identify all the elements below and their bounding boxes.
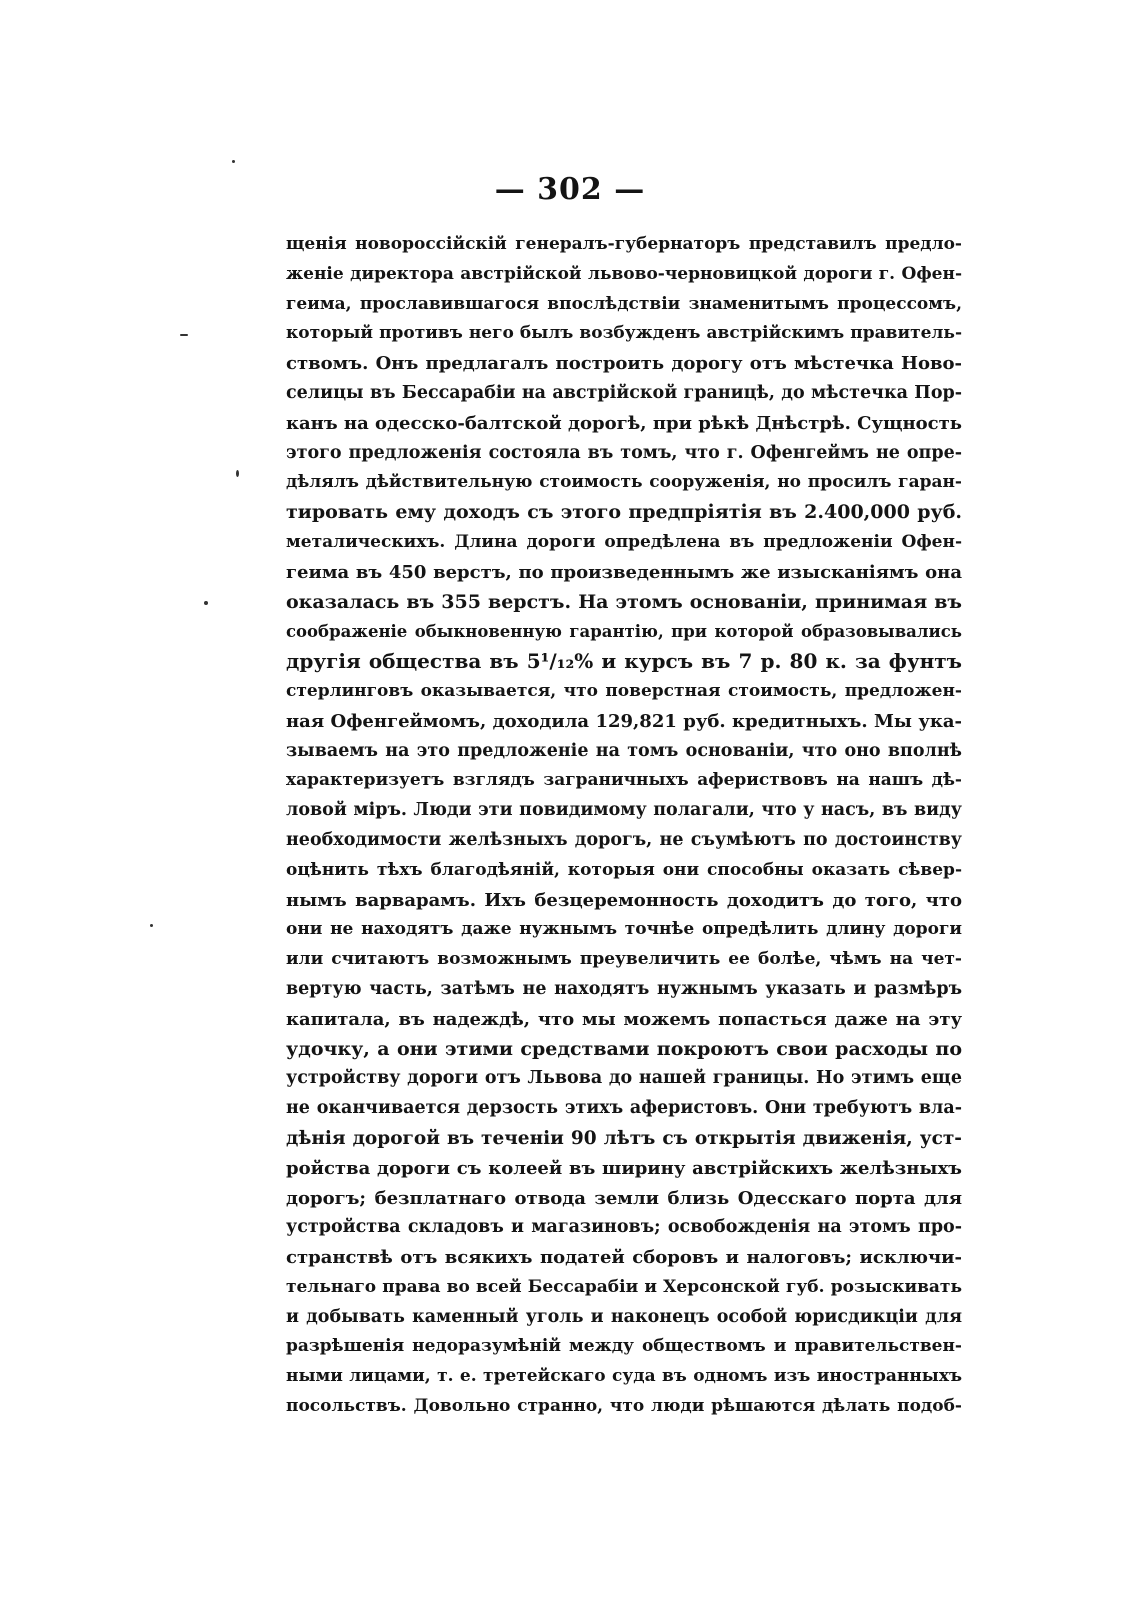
- text-line: соображеніе обыкновенную гарантію, при которой образовывались: [286, 622, 962, 642]
- text-line: удочку, а они этими средствами покроютъ свои расходы по: [286, 1037, 962, 1060]
- text-line: дѣнія дорогой въ теченіи 90 лѣтъ съ открытія движенія, уст-: [286, 1127, 962, 1149]
- scan-speck: [180, 334, 188, 336]
- text-line: зываемъ на это предложеніе на томъ основаніи, что оно вполнѣ: [286, 740, 962, 761]
- text-line: ными лицами, т. е. третейскаго суда въ одномъ изъ иностранныхъ: [286, 1366, 962, 1387]
- text-line: канъ на одесско-балтской дорогѣ, при рѣкѣ Днѣстрѣ. Сущность: [286, 412, 962, 434]
- text-line: который противъ него былъ возбужденъ австрійскимъ правитель-: [286, 323, 962, 344]
- text-line: тельнаго права во всей Бессарабіи и Херсонской губ. розыскивать: [286, 1276, 962, 1297]
- text-line: или считаютъ возможнымъ преувеличить ее болѣе, чѣмъ на чет-: [286, 949, 962, 970]
- text-line: геима, прославившагося впослѣдствіи знаменитымъ процессомъ,: [286, 293, 962, 314]
- text-line: щенія новороссійскій генералъ-губернаторъ представилъ предло-: [286, 234, 962, 254]
- text-line: этого предложенія состояла въ томъ, что г. Офенгеймъ не опре-: [286, 442, 962, 463]
- scan-speck: [232, 160, 235, 163]
- scan-speck: [150, 924, 153, 927]
- text-line: вертую часть, затѣмъ не находятъ нужнымъ указать и размѣръ: [286, 978, 962, 999]
- text-line: странствѣ отъ всякихъ податей сборовъ и налоговъ; исключи-: [286, 1247, 962, 1269]
- text-line: тировать ему доходъ съ этого предпріятія въ 2.400,000 руб.: [286, 501, 962, 524]
- text-line: устройству дороги отъ Львова до нашей границы. Но этимъ еще: [286, 1068, 962, 1089]
- scan-speck: [204, 601, 208, 605]
- text-line: другія общества въ 5¹/₁₂% и курсъ въ 7 р. 80 к. за фунтъ: [286, 649, 962, 674]
- text-line: характеризуетъ взглядъ заграничныхъ афериствовъ на нашъ дѣ-: [286, 770, 962, 791]
- text-line: оказалась въ 355 верстъ. На этомъ основаніи, принимая въ: [286, 590, 962, 613]
- text-line: капитала, въ надеждѣ, что мы можемъ попасться даже на эту: [286, 1008, 962, 1030]
- text-line: ствомъ. Онъ предлагалъ построить дорогу отъ мѣстечка Ново-: [286, 353, 962, 375]
- page-number: — 302 —: [494, 172, 646, 207]
- text-line: разрѣшенія недоразумѣній между обществомъ и правительствен-: [286, 1336, 962, 1357]
- text-line: геима въ 450 верстъ, по произведеннымъ же изысканіямъ она: [286, 561, 962, 583]
- text-line: дѣлялъ дѣйствительную стоимость сооруженія, но просилъ гаран-: [286, 472, 962, 493]
- body-text: [286, 230, 962, 1422]
- text-line: нымъ варварамъ. Ихъ безцеремонность доходитъ до того, что: [286, 889, 962, 911]
- text-line: ловой міръ. Люди эти повидимому полагали, что у насъ, въ виду: [286, 800, 962, 821]
- text-line: устройства складовъ и магазиновъ; освобожденія на этомъ про-: [286, 1217, 962, 1238]
- text-line: стерлинговъ оказывается, что поверстная стоимость, предложен-: [286, 680, 962, 701]
- text-line: не оканчивается дерзость этихъ аферистовъ. Они требуютъ вла-: [286, 1098, 962, 1119]
- text-line: металическихъ. Длина дороги опредѣлена въ предложеніи Офен-: [286, 531, 962, 552]
- text-line: необходимости желѣзныхъ дорогъ, не съумѣютъ по достоинству: [286, 829, 962, 850]
- text-line: и добывать каменный уголь и наконецъ особой юрисдикціи для: [286, 1306, 962, 1327]
- scan-speck: [236, 470, 239, 477]
- text-line: дорогъ; безплатнаго отвода земли близь Одесскаго порта для: [286, 1187, 962, 1209]
- text-line: селицы въ Бессарабіи на австрійской границѣ, до мѣстечка Пор-: [286, 382, 962, 403]
- text-line: оцѣнить тѣхъ благодѣяній, которыя они способны оказать сѣвер-: [286, 859, 962, 880]
- text-line: посольствъ. Довольно странно, что люди рѣшаются дѣлать подоб-: [286, 1396, 962, 1417]
- text-line: ная Офенгеймомъ, доходила 129,821 руб. кредитныхъ. Мы ука-: [286, 710, 962, 732]
- text-line: ройства дороги съ колеей въ ширину австрійскихъ желѣзныхъ: [286, 1157, 962, 1179]
- text-line: женіе директора австрійской львово-черновицкой дороги г. Офен-: [286, 263, 962, 284]
- text-line: они не находятъ даже нужнымъ точнѣе опредѣлить длину дороги: [286, 919, 962, 940]
